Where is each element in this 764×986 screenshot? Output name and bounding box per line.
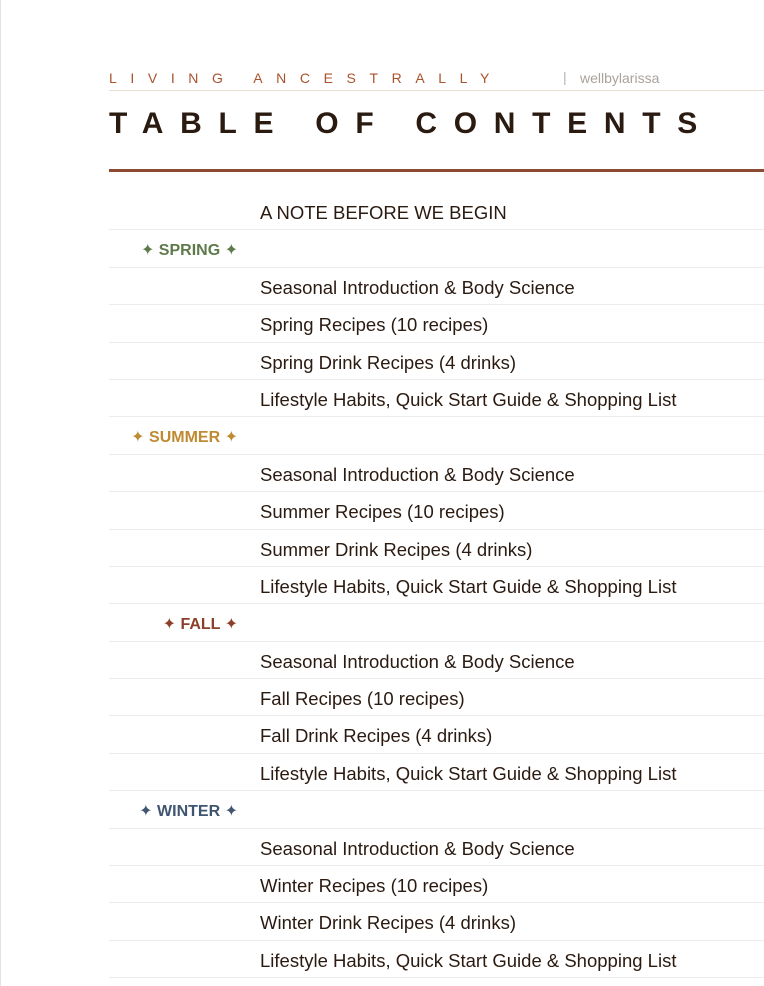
toc-entry-label: Spring Recipes (10 recipes) [260,314,489,336]
season-name: WINTER [157,803,221,821]
toc-entry-label: Winter Recipes (10 recipes) [260,875,489,897]
toc-entry[interactable] [109,866,764,903]
page-edge [0,0,1,986]
author-handle: wellbylarissa [580,70,660,86]
toc-entry[interactable] [109,455,764,492]
season-header-spring [109,230,764,267]
toc-entry[interactable] [109,492,764,529]
toc-entry-label: Winter Drink Recipes (4 drinks) [260,912,516,934]
sparkle-icon: ✦ [224,242,238,260]
toc-entry-label: Fall Recipes (10 recipes) [260,688,465,710]
toc-entry[interactable] [109,305,764,342]
toc-entry[interactable] [109,642,764,679]
toc-entry-label: Seasonal Introduction & Body Science [260,276,575,298]
toc-entry[interactable] [109,343,764,380]
toc-entry-label: Seasonal Introduction & Body Science [260,650,575,672]
season-name: SPRING [158,242,221,260]
season-header-winter [109,791,764,828]
toc-entry[interactable] [109,716,764,753]
season-label-fall [163,614,238,634]
toc-entry[interactable] [109,567,764,604]
toc-entry[interactable] [109,530,764,567]
page-title: TABLE OF CONTENTS [109,107,714,140]
toc-entry-intro[interactable] [109,193,764,230]
toc-entry-label: Seasonal Introduction & Body Science [260,837,575,859]
season-header-summer [109,417,764,454]
toc-entry-label: Lifestyle Habits, Quick Start Guide & Shopping List [260,762,677,784]
sparkle-icon: ✦ [224,616,238,634]
header-divider: | [563,69,567,85]
toc-entry-label: Fall Drink Recipes (4 drinks) [260,725,493,747]
season-name: SUMMER [149,429,221,447]
toc-entry-label: Seasonal Introduction & Body Science [260,463,575,485]
season-name: FALL [180,616,221,634]
toc-entry-label: Lifestyle Habits, Quick Start Guide & Shopping List [260,575,677,597]
sparkle-icon: ✦ [224,429,238,447]
toc-entry[interactable] [109,679,764,716]
header [109,68,764,91]
table-of-contents [109,193,764,978]
toc-entry[interactable] [109,754,764,791]
toc-entry[interactable] [109,268,764,305]
sparkle-icon: ✦ [224,803,238,821]
brand-name: LIVING ANCESTRALLY [109,70,503,86]
sparkle-icon: ✦ [140,242,155,260]
toc-entry-label: Summer Drink Recipes (4 drinks) [260,538,533,560]
sparkle-icon: ✦ [131,429,145,447]
toc-entry[interactable] [109,829,764,866]
sparkle-icon: ✦ [139,803,153,821]
toc-entry-label: Spring Drink Recipes (4 drinks) [260,351,517,373]
toc-entry[interactable] [109,903,764,940]
toc-entry-label: A NOTE BEFORE WE BEGIN [260,202,507,223]
toc-entry-label: Summer Recipes (10 recipes) [260,501,505,523]
toc-entry[interactable] [109,380,764,417]
season-label-spring [141,240,238,260]
toc-entry-label: Lifestyle Habits, Quick Start Guide & Shopping List [260,388,677,410]
season-label-summer [131,427,238,447]
title-rule [109,169,764,172]
season-label-winter [139,801,238,821]
season-header-fall [109,604,764,641]
toc-entry[interactable] [109,941,764,978]
toc-entry-label: Lifestyle Habits, Quick Start Guide & Shopping List [260,949,677,971]
sparkle-icon: ✦ [162,616,176,634]
